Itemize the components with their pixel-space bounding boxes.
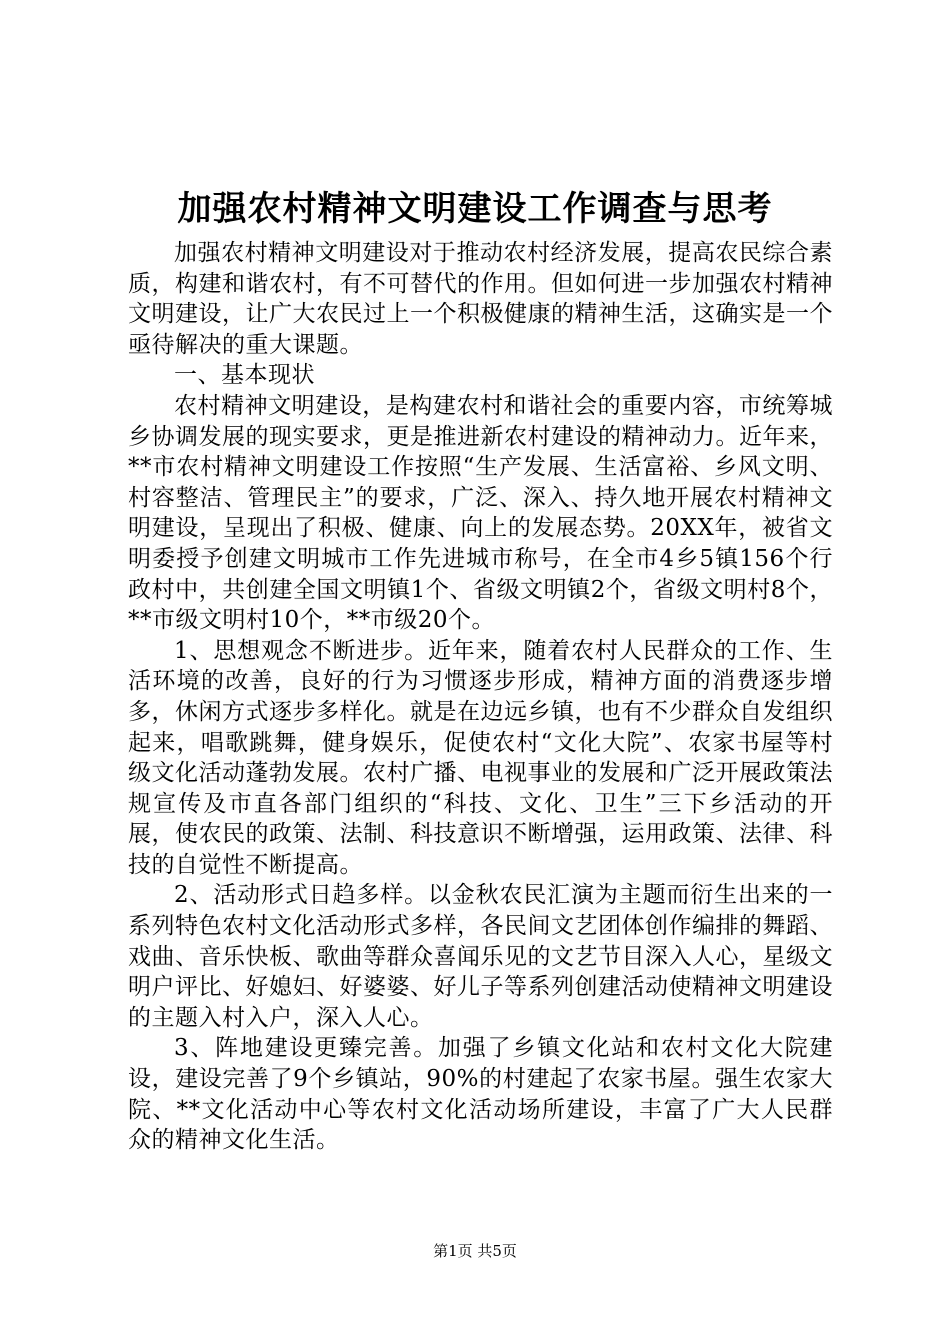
document-body — [128, 238, 833, 1156]
document-title: 加强农村精神文明建设工作调查与思考 — [177, 189, 773, 229]
section-heading-basic-status: 一、基本现状 — [174, 362, 315, 389]
paragraph-point-1: 1、思想观念不断进步。近年来，随着农村人民群众的工作、生活环境的改善，良好的行为习惯逐步形成，精神方面的消费逐步增多，休闲方式逐步多样化。就是在边远乡镇，也有不少群众自发组织起来，唱歌跳舞，健身娱乐，促使农村“文化大院”、农家书屋等村级文化活动蓬勃发展。农村广播、电视事业的发展和广泛开展政策法规宣传及市直各部门组织的“科技、文化、卫生”三下乡活动的开展，使农民的政策、法制、科技意识不断增强，运用政策、法律、科技的自觉性不断提高。 — [128, 637, 833, 878]
page-number-footer: 第1页 共5页 — [433, 1242, 517, 1260]
paragraph-intro: 加强农村精神文明建设对于推动农村经济发展，提高农民综合素质，构建和谐农村，有不可替代的作用。但如何进一步加强农村精神文明建设，让广大农民过上一个积极健康的精神生活，这确实是一个亟待解决的重大课题。 — [128, 240, 833, 358]
paragraph-status: 农村精神文明建设，是构建农村和谐社会的重要内容，市统筹城乡协调发展的现实要求，更是推进新农村建设的精神动力。近年来，**市农村精神文明建设工作按照“生产发展、生活富裕、乡风文明、村容整洁、管理民主”的要求，广泛、深入、持久地开展农村精神文明建设，呈现出了积极、健康、向上的发展态势。20XX年，被省文明委授予创建文明城市工作先进城市称号，在全市4乡5镇156个行政村中，共创建全国文明镇1个、省级文明镇2个，省级文明村8个，**市级文明村10个，**市级20个。 — [128, 392, 833, 634]
paragraph-point-2: 2、活动形式日趋多样。以金秋农民汇演为主题而衍生出来的一系列特色农村文化活动形式多样，各民间文艺团体创作编排的舞蹈、戏曲、音乐快板、歌曲等群众喜闻乐见的文艺节目深入人心，星级文明户评比、好媳妇、好婆婆、好儿子等系列创建活动使精神文明建设的主题入村入户，深入人心。 — [128, 882, 833, 1031]
paragraph-point-3: 3、阵地建设更臻完善。加强了乡镇文化站和农村文化大院建设，建设完善了9个乡镇站，90%的村建起了农家书屋。强生农家大院、**文化活动中心等农村文化活动场所建设，丰富了广大人民群众的精神文化生活。 — [128, 1035, 833, 1154]
